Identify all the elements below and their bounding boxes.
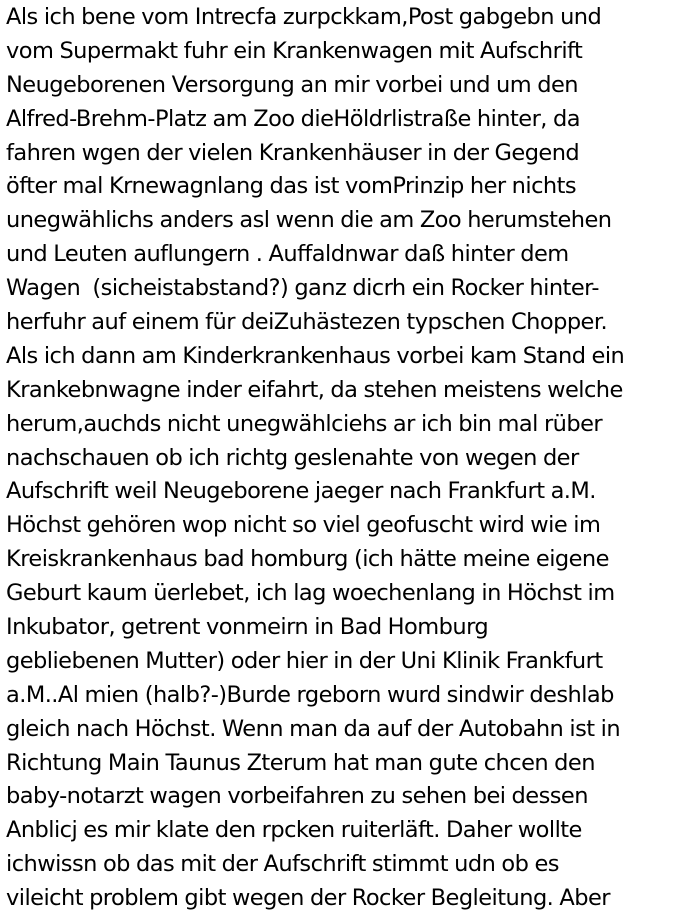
text-line: Geburt kaum üerlebet, ich lag woechenlang in Höchst im	[6, 580, 615, 607]
text-line: Anblicj es mir klate den rpcken ruiterläft. Daher wollte	[6, 817, 582, 844]
text-line: und Leuten auflungern . Auffaldnwar daß hinter dem	[6, 241, 569, 268]
text-line: unegwählichs anders asl wenn die am Zoo herumstehen	[6, 207, 612, 234]
text-line: öfter mal Krnewagnlang das ist vomPrinzip her nichts	[6, 173, 577, 200]
text-line: vom Supermakt fuhr ein Krankenwagen mit Aufschrift	[6, 37, 583, 64]
text-line: gleich nach Höchst. Wenn man da auf der Autobahn ist in	[6, 715, 621, 742]
text-line: baby-notarzt wagen vorbeifahren zu sehen bei dessen	[6, 783, 588, 810]
text-line: Wagen (sicheistabstand?) ganz dicrh ein Rocker hinter-	[6, 275, 599, 302]
text-line: gebliebenen Mutter) oder hier in der Uni Klinik Frankfurt	[6, 647, 603, 674]
text-line: Inkubator, getrent vonmeirn in Bad Homburg	[6, 614, 489, 641]
text-line: herum,auchds nicht unegwählciehs ar ich bin mal rüber	[6, 410, 603, 437]
text-line: ichwissn ob das mit der Aufschrift stimmt udn ob es	[6, 851, 559, 878]
text-line: nachschauen ob ich richtg geslenahte von wegen der	[6, 444, 579, 471]
text-line: Krankebnwagne inder eifahrt, da stehen meistens welche	[6, 376, 623, 403]
text-line: fahren wgen der vielen Krankenhäuser in der Gegend	[6, 139, 580, 166]
text-line: Richtung Main Taunus Zterum hat man gute chcen den	[6, 749, 595, 776]
document-page	[6, 0, 684, 920]
text-line: Als ich bene vom Intrecfa zurpckkam,Post gabgebn und	[6, 4, 602, 30]
text-line: Neugeborenen Versorgung an mir vorbei und um den	[6, 71, 578, 98]
text-line: Höchst gehören wop nicht so viel geofuscht wird wie im	[6, 512, 601, 539]
text-line: a.M..Al mien (halb?-)Burde rgeborn wurd sindwir deshlab	[6, 681, 614, 708]
text-line: Als ich dann am Kinderkrankenhaus vorbei kam Stand ein	[6, 342, 625, 369]
text-line: herfuhr auf einem für deiZuhästezen typschen Chopper.	[6, 309, 608, 336]
text-line: Kreiskrankenhaus bad homburg (ich hätte meine eigene	[6, 546, 609, 573]
text-line: Alfred-Brehm-Platz am Zoo dieHöldrlistraße hinter, da	[6, 105, 580, 132]
text-line: Aufschrift weil Neugeborene jaeger nach Frankfurt a.M.	[6, 478, 596, 505]
text-line: vileicht problem gibt wegen der Rocker Begleitung. Aber	[6, 885, 610, 912]
